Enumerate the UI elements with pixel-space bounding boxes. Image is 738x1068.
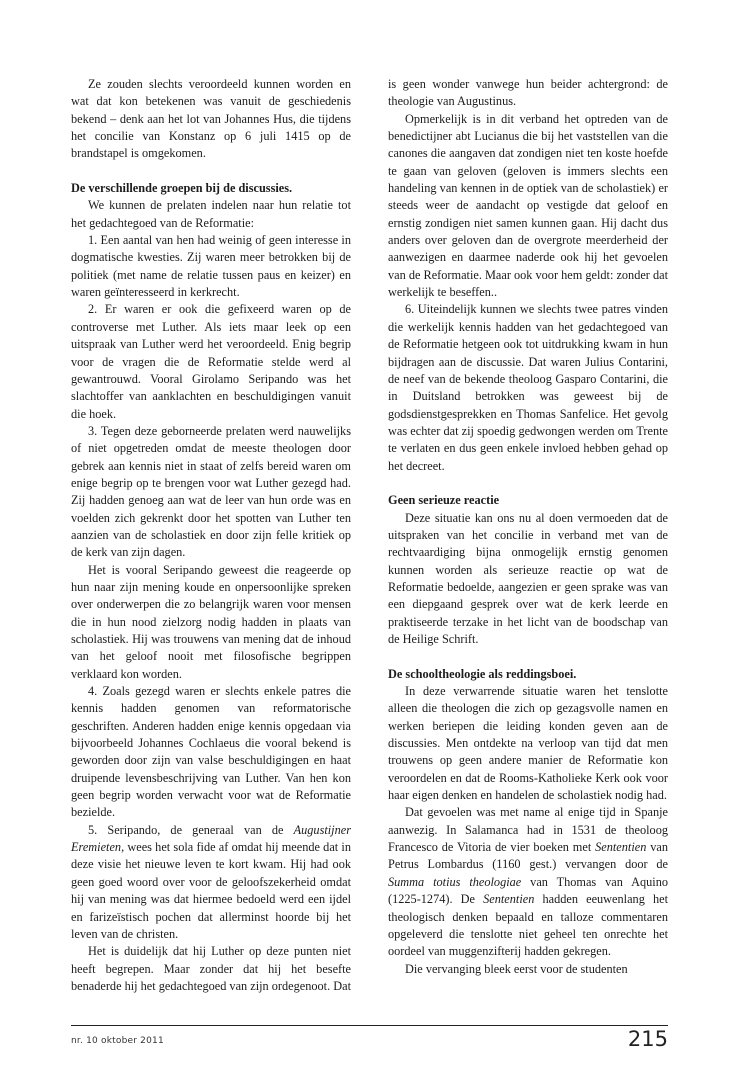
paragraph: Opmerkelijk is in dit verband het optreden van de benedictijner abt Lucianus die bij het vaststellen van die canones die aangaven dat zondigen niet ten koste hoefde te gaan van geloven (geloven is immers slechts een handeling van kennen in de optiek van de scholastiek) er steeds weer de aandacht op vestigde dat geloof en ernstig zondigen niet samen kunnen gaan. Hij dacht dus anders over geloven dan de overgrote meerderheid der aanwezigen en daarmee naderde ook hij het gevoelen van de Reformatie. Maar ook voor hem geldt: zonder dat werkelijk te beseffen.. [388,111,669,300]
paragraph: We kunnen de prelaten indelen naar hun relatie tot het gedachtegoed van de Reformatie: [71,198,351,230]
paragraph: Ze zouden slechts veroordeeld kunnen worden en wat dat kon betekenen was vanuit de geschiedenis bekend – denk aan het lot van Johannes Hus, die tijdens het concilie van Konstanz op 6 juli 1415 op de brandstapel is omgekomen. [71,77,351,161]
text-run: , wees het sola fide af omdat hij meende dat in deze visie het nieuwe leven te kort kwam. Hij had ook geen goed woord over voor de geloofszekerheid omdat hij van mening was dat hiermee bedoeld werd een ijdel en farizeïstisch pochen dat allerminst hoorde bij het leven van de christen. [71,840,351,941]
paragraph: 6. Uiteindelijk kunnen we slechts twee patres vinden die werkelijk kennis hadden van het gedachtegoed van de Reformatie hetgeen ook tot uitdrukking kwam in hun bijdragen aan de discussie. Dat waren Julius Contarini, de neef van de bekende theoloog Gasparo Contarini, die in Duitsland betrokken was geweest bij de godsdienstgesprekken en Thomas Sanfelice. Het gevolg was echter dat zij spoedig gedwongen werden om Trente te verlaten en dus geen enkele invloed hebben gehad op het decreet. [388,302,668,473]
paragraph: 1. Een aantal van hen had weinig of geen interesse in dogmatische kwesties. Zij waren meer betrokken bij de politiek (met name de relatie tussen paus en keizer) en waren geïnteresseerd in kerkrecht. [71,233,351,300]
text-run: hadden eeuwenlang het theologisch denken bepaald en talloze commentaren opgeleverd die tenslotte niet geheel ten onrechte het oordeel van muggenzifterij hadden gekregen. [388,892,668,959]
footer-issue: nr. 10 oktober 2011 [71,1036,164,1046]
paragraph: is geen wonder vanwege hun beider achtergrond: de theologie van Augustinus. [388,77,668,109]
section-heading: De schooltheologie als reddingsboei. [388,666,577,681]
paragraph: 4. Zoals gezegd waren er slechts enkele patres die kennis hadden genomen van reformatorische geschriften. Anderen hadden enige kennis opgedaan via bijvoorbeeld Johannes Cochlaeus die vooral bekend is geworden door zijn van valse beschuldigingen en haat druipende levensbeschrijving van Luther. Van hen kon geen begrip worden verwacht voor wat de Reformatie bezielde. [71,684,351,820]
paragraph: Het is duidelijk dat hij Luther op deze punten niet heeft begrepen. Maar zonder dat hij het besefte benaderde hij het gedachtegoed van zijn ordegenoot. Dat [71,944,351,993]
section-heading: De verschillende groepen bij de discussies. [71,181,293,196]
right-column [388,76,668,978]
italic-term: Sententien [483,892,535,907]
paragraph: 2. Er waren er ook die gefixeerd waren op de controverse met Luther. Als iets maar leek op een uitspraak van Luther werd het veroordeeld. Enig begrip voor de vragen die de Reformatie stelde werd al gewantrouwd. Vooral Girolamo Seripando was het slachtoffer van aanklachten en beschuldigingen vanuit die hoek. [71,302,351,421]
paragraph: Die vervanging bleek eerst voor de studenten [405,961,628,976]
paragraph: Deze situatie kan ons nu al doen vermoeden dat de uitspraken van het concilie in verband met van de rechtvaardiging bijna onmogelijk ernstig genomen kunnen worden als serieuze reactie op wat de Reformatie bedoelde, aangezien er geen sprake was van een diepgaand gesprek over wat de kerk leerde en praktiseerde terzake in het licht van de boodschap van de Heilige Schrift. [388,510,668,646]
text-run: Dat gevoelen was met name al enige tijd in Spanje aanwezig. In Salamanca had in 1531 de theoloog Francesco de Vitoria de vier boeken met [388,805,668,855]
section-heading: Geen serieuze reactie [388,493,500,508]
footer-rule [71,1025,668,1026]
text-run: 5. Seripando, de generaal van de [88,822,294,837]
italic-term: Summa totius theologiae [388,874,522,889]
paragraph: In deze verwarrende situatie waren het tenslotte alleen die theologen die zich op gezagsvolle namen en werken beriepen die leiding konden geven aan de discussies. Men ontdekte na verloop van tijd dat men trouwens op geen andere manier de Reformatie kon veroordelen en dat de Rooms-Katholieke Kerk ook voor haar eigen denken en handelen de scholastiek nodig had. [388,684,668,803]
italic-term: Sententien [595,840,647,855]
text-run: van Thomas van Aquino (1225-1274). De [388,874,668,907]
text-run: van Petrus Lombardus (1160 gest.) vervangen door de [388,840,668,872]
paragraph [388,804,668,960]
paragraph: Het is vooral Seripando geweest die reageerde op hun naar zijn mening koude en onpersoonlijke spreken over onderwerpen die zo belangrijk waren voor mensen die in hun nood zielzorg nodig hadden in plaats van scholastiek. Hij was trouwens van mening dat de inhoud van het geloof nooit met filosofische begrippen verklaard kon worden. [71,562,351,681]
paragraph [71,822,351,943]
italic-term: Augustijner Eremieten [71,822,351,855]
page-number: 215 [627,1027,668,1051]
paragraph: 3. Tegen deze geborneerde prelaten werd nauwelijks of niet opgetreden omdat de meeste theologen door gebrek aan kennis niet in staat of zelfs bereid waren om enige begrip op te brengen voor wat Luther gezegd had. Zij hadden genoeg aan wat de leer van hun orde was en voelden zich gekrenkt door het spotten van Luther ten aanzien van de scholastiek en door zijn felle kritiek op de kerk van zijn dagen. [71,423,351,560]
left-column [71,76,351,995]
